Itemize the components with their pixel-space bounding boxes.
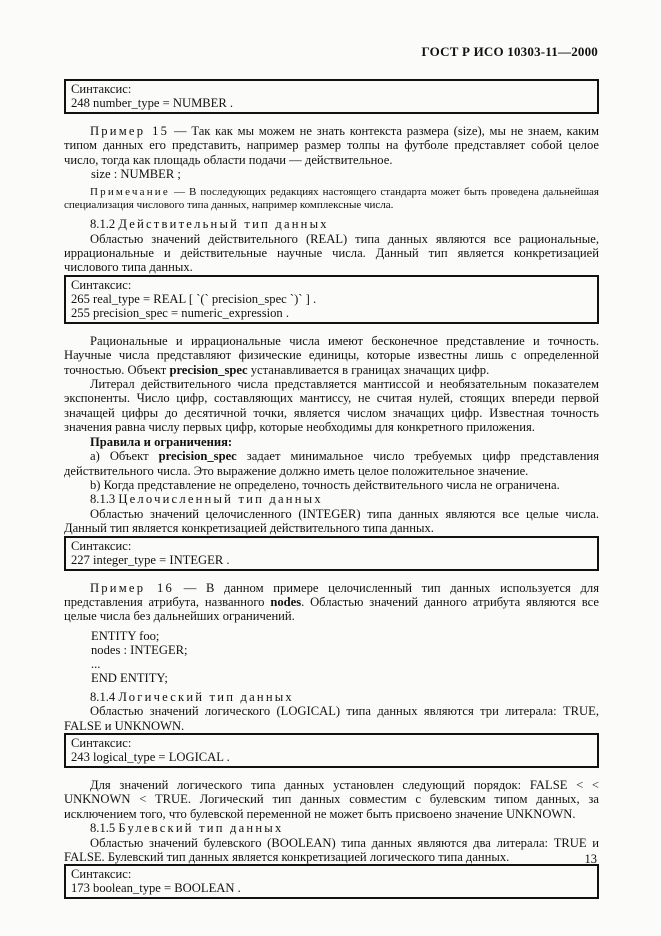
syntax-label: Синтаксис: [71, 867, 132, 882]
syntax-label: Синтаксис: [71, 277, 132, 292]
section-heading-8-1-3: 8.1.3 Целочисленный тип данных [90, 492, 323, 507]
section-heading-8-1-2: 8.1.2 Действительный тип данных [90, 217, 329, 232]
section-heading-8-1-4: 8.1.4 Логический тип данных [90, 689, 294, 704]
example-15-code: size : NUMBER ; [91, 167, 181, 182]
note-paragraph: Примечание — В последующих редакциях настоящего стандарта может быть проведена дальнейшая специализация числового типа данных, например комплексные числа. [64, 186, 599, 212]
paragraph: Областью значений целочисленного (INTEGER) типа данных являются все целые числа. Данный тип является конкретизацией действительного типа данных. [64, 506, 599, 536]
syntax-label: Синтаксис: [71, 735, 132, 750]
document-header: ГОСТ Р ИСО 10303-11—2000 [421, 44, 598, 59]
example-label: Пример 15 [90, 124, 170, 138]
page-content [64, 79, 599, 904]
example-label: Пример 16 [90, 580, 175, 595]
paragraph: Областью значений логического (LOGICAL) типа данных являются три литерала: TRUE, FALSE и UNKNOWN. [64, 704, 599, 733]
syntax-rule: 248 number_type = NUMBER . [71, 96, 234, 110]
paragraph: Для значений логического типа данных установлен следующий порядок: FALSE < < UNKNOWN < TRUE. Логический тип данных совместим с булевским типом данных, за исключением того, что булевской переменной не может быть присвоено значение UNKNOWN. [64, 777, 599, 821]
syntax-box-logical [64, 733, 599, 768]
example-16-code: ENTITY foo; nodes : INTEGER; ... END ENTITY; [91, 628, 188, 685]
syntax-rule: 265 real_type = REAL [ `(` precision_spec `)` ] . [71, 291, 317, 306]
example-16: Пример 16 — В данном примере целочисленный тип данных используется для представления атрибута, названного nodes. Областью значений данного атрибута являются все целые числа без дальнейших ограничений. [64, 580, 600, 624]
syntax-box-number [64, 79, 599, 114]
syntax-rule: 173 boolean_type = BOOLEAN . [71, 881, 241, 896]
rule-b: b) Когда представление не определено, точность действительного числа не ограничена. [90, 477, 560, 492]
paragraph: Областью значений действительного (REAL) типа данных являются все рациональные, иррациональные и действительные научные числа. Данный тип является конкретизацией числового типа данных. [64, 231, 599, 275]
paragraph: Рациональные и иррациональные числа имеют бесконечное представление и точность. Научные числа представляют физические единицы, которые известны лишь с определенной точностью. Объект precision_spec устанавливается в границах значащих цифр. [64, 333, 599, 377]
paragraph: Литерал действительного числа представляется мантиссой и необязательным показателем экспоненты. Число цифр, составляющих мантиссу, не считая нулей, стоящих впереди первой значащей цифры до десятичной точки, является числом значащих цифр. Известная точность значения равна числу первых цифр, которые необходимы для конкретного приложения. [64, 377, 599, 435]
syntax-rule: 243 logical_type = LOGICAL . [71, 749, 230, 764]
rule-a: a) Объект precision_spec задает минимальное число требуемых цифр представления действительного числа. Это выражение должно иметь целое положительное значение. [64, 449, 600, 478]
syntax-box-boolean [64, 864, 599, 899]
syntax-box-real [64, 275, 599, 324]
syntax-label: Синтаксис: [71, 538, 132, 553]
page-number: 13 [584, 852, 597, 866]
example-15: Пример 15 — Так как мы можем не знать контекста размера (size), мы не знаем, каким типом данных его представить, например размер толпы на футболе представляет собой целое число, тогда как площадь области подачи — действительное. [64, 124, 600, 167]
syntax-box-integer [64, 536, 599, 571]
syntax-rule: 227 integer_type = INTEGER . [71, 552, 230, 567]
section-heading-8-1-5: 8.1.5 Булевский тип данных [90, 821, 284, 836]
paragraph: Областью значений булевского (BOOLEAN) типа данных являются два литерала: TRUE и FALSE. Булевский тип данных является конкретизацией логического типа данных. [64, 835, 599, 864]
note-label: Примечание [90, 186, 170, 199]
rules-title: Правила и ограничения: [90, 434, 233, 449]
syntax-label: Синтаксис: [71, 82, 132, 96]
syntax-rule: 255 precision_spec = numeric_expression . [71, 305, 289, 320]
